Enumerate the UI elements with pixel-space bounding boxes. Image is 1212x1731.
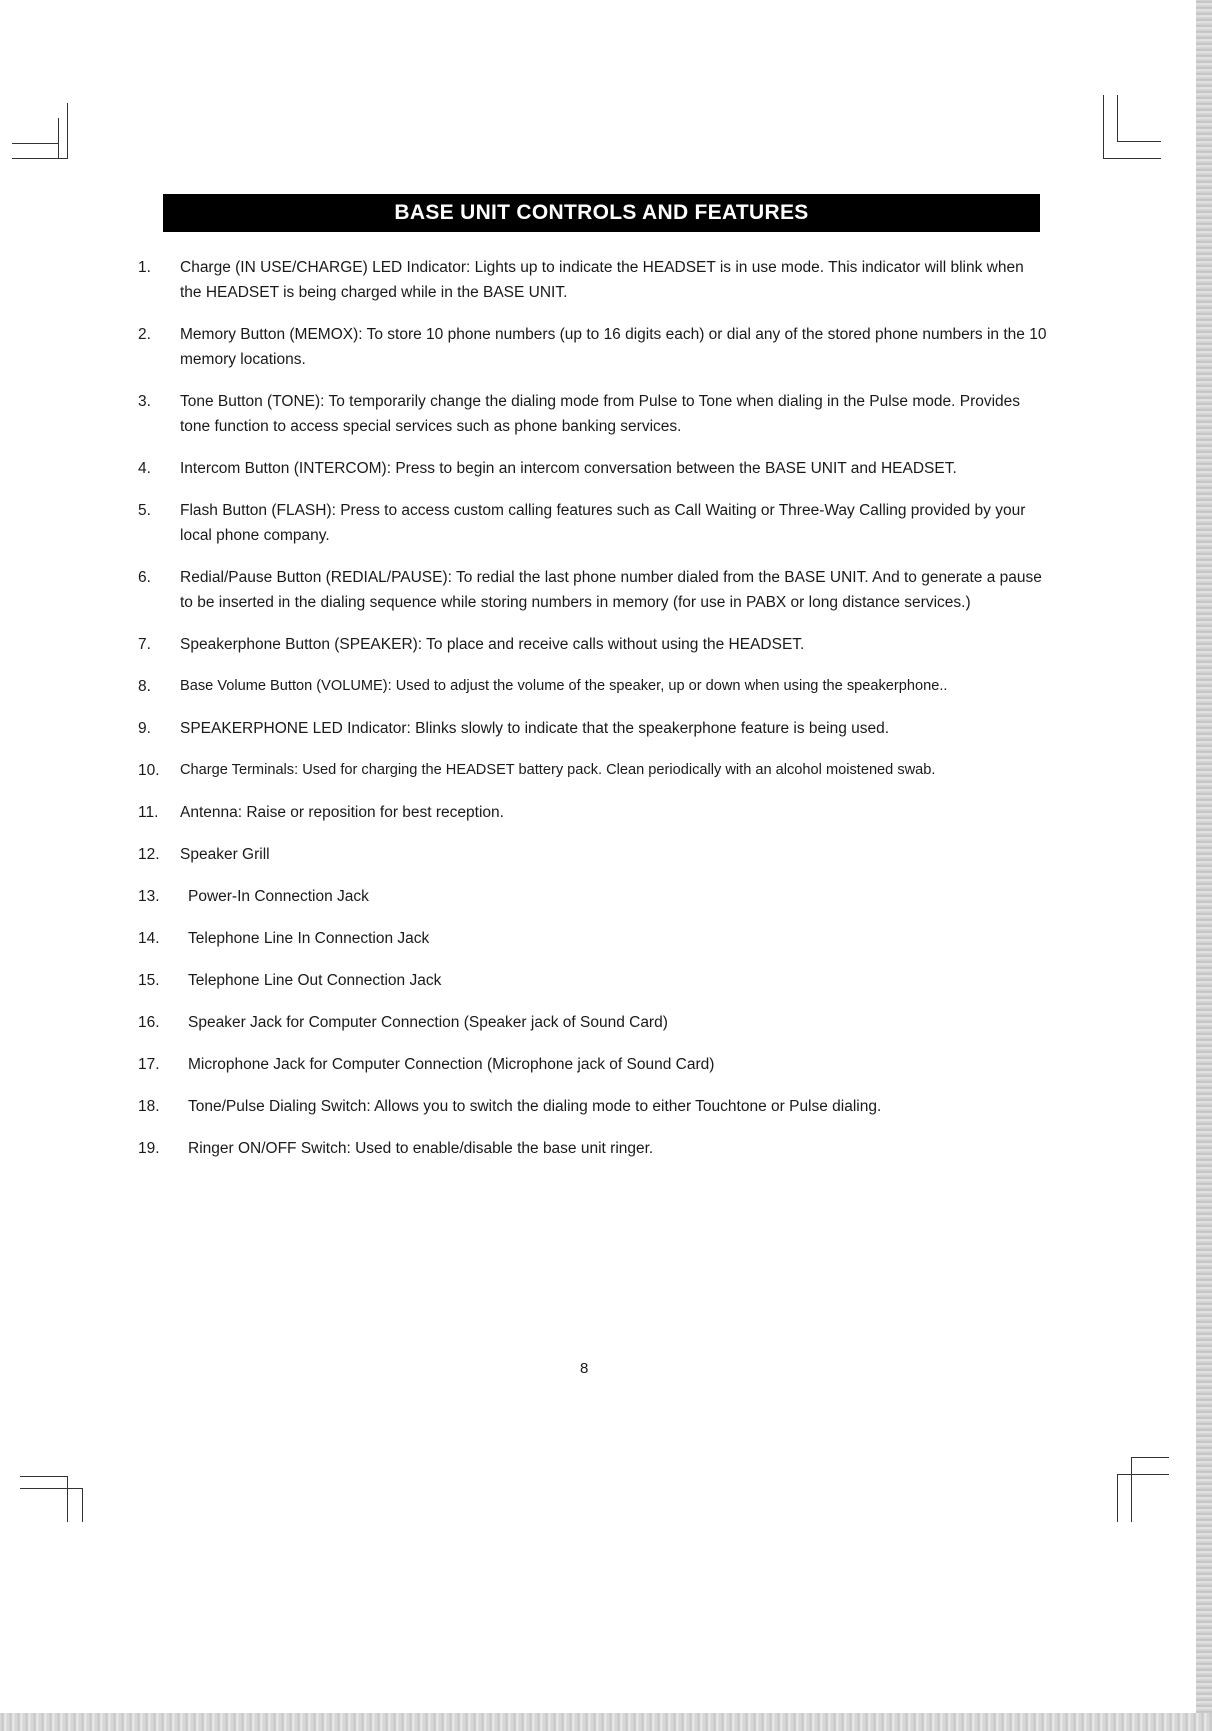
item-number: 5. (138, 502, 151, 519)
list-item (138, 322, 1048, 372)
item-number: 2. (138, 326, 151, 343)
list-item (138, 758, 1048, 783)
list-item (138, 968, 1048, 993)
crop-mark-bottom-left-inner (82, 1488, 83, 1522)
list-item (138, 800, 1048, 825)
item-text: Tone/Pulse Dialing Switch: Allows you to switch the dialing mode to either Touchtone or Pulse dialing. (188, 1098, 882, 1115)
item-number: 15. (138, 972, 160, 989)
crop-mark-bottom-right (1117, 1474, 1118, 1522)
crop-mark-top-left-h2 (12, 143, 58, 144)
item-text: Telephone Line In Connection Jack (188, 930, 430, 947)
item-number: 10. (138, 762, 160, 779)
item-number: 6. (138, 569, 151, 586)
item-text: Ringer ON/OFF Switch: Used to enable/disable the base unit ringer. (188, 1140, 654, 1157)
item-number: 12. (138, 846, 160, 863)
crop-mark-bottom-right-inner (1131, 1457, 1132, 1522)
crop-mark-top-right-h2 (1103, 158, 1161, 159)
list-item (138, 842, 1048, 867)
crop-mark-bottom-left (67, 1476, 68, 1522)
item-number: 8. (138, 678, 151, 695)
list-item (138, 1010, 1048, 1035)
item-text: Intercom Button (INTERCOM): Press to begin an intercom conversation between the BASE UNIT and HEADSET. (180, 460, 957, 477)
item-number: 13. (138, 888, 160, 905)
list-item (138, 389, 1048, 439)
list-item (138, 1052, 1048, 1077)
item-text: Charge Terminals: Used for charging the HEADSET battery pack. Clean periodically with an alcohol moistened swab. (180, 762, 936, 778)
crop-mark-bottom-right-h (1131, 1457, 1169, 1458)
list-item (138, 456, 1048, 481)
item-text: Antenna: Raise or reposition for best reception. (180, 804, 504, 821)
item-number: 7. (138, 636, 151, 653)
item-number: 3. (138, 393, 151, 410)
crop-mark-top-left-inner (58, 118, 59, 159)
item-text: Memory Button (MEMOX): To store 10 phone numbers (up to 16 digits each) or dial any of the stored phone numbers in the 10 memory locations. (180, 326, 1047, 368)
crop-mark-top-right-inner (1117, 95, 1118, 142)
item-number: 1. (138, 259, 151, 276)
list-item (138, 716, 1048, 741)
item-text: SPEAKERPHONE LED Indicator: Blinks slowly to indicate that the speakerphone feature is being used. (180, 720, 890, 737)
item-text: Speakerphone Button (SPEAKER): To place and receive calls without using the HEADSET. (180, 636, 805, 653)
item-text: Microphone Jack for Computer Connection (Microphone jack of Sound Card) (188, 1056, 715, 1073)
page-number: 8 (580, 1360, 589, 1377)
list-item (138, 1136, 1048, 1161)
item-text: Telephone Line Out Connection Jack (188, 972, 442, 989)
crop-mark-top-right-h (1117, 141, 1161, 142)
crop-mark-top-right (1103, 95, 1104, 159)
item-number: 9. (138, 720, 151, 737)
crop-mark-bottom-left-h2 (20, 1488, 82, 1489)
list-item (138, 674, 1048, 699)
crop-mark-top-left-h (12, 158, 68, 159)
item-text: Power-In Connection Jack (188, 888, 369, 905)
item-text: Flash Button (FLASH): Press to access custom calling features such as Call Waiting or Three-Way Calling provided by your local phone company. (180, 502, 1026, 544)
item-text: Redial/Pause Button (REDIAL/PAUSE): To redial the last phone number dialed from the BASE UNIT. And to generate a pause to be inserted in the dialing sequence while storing numbers in memory (for use in PABX or long distance services.) (180, 569, 1042, 611)
section-title: BASE UNIT CONTROLS AND FEATURES (163, 194, 1040, 232)
item-number: 14. (138, 930, 160, 947)
item-number: 17. (138, 1056, 160, 1073)
list-item (138, 926, 1048, 951)
list-item (138, 565, 1048, 615)
item-text: Charge (IN USE/CHARGE) LED Indicator: Lights up to indicate the HEADSET is in use mode. This indicator will blink when the HEADSET is being charged while in the BASE UNIT. (180, 259, 1024, 301)
item-number: 11. (138, 804, 159, 821)
item-number: 18. (138, 1098, 160, 1115)
crop-mark-bottom-left-h (20, 1476, 68, 1477)
scan-edge-bottom (0, 1713, 1212, 1731)
list-item (138, 632, 1048, 657)
item-text: Tone Button (TONE): To temporarily change the dialing mode from Pulse to Tone when dialing in the Pulse mode. Provides tone function to access special services such as phone banking services. (180, 393, 1021, 435)
crop-mark-top-left (67, 103, 68, 159)
item-text: Speaker Grill (180, 846, 270, 863)
list-item (138, 498, 1048, 548)
list-item (138, 255, 1048, 305)
item-number: 19. (138, 1140, 160, 1157)
scan-edge-right (1196, 0, 1212, 1731)
item-number: 16. (138, 1014, 160, 1031)
list-item (138, 884, 1048, 909)
feature-list (138, 255, 1048, 1178)
item-text: Base Volume Button (VOLUME): Used to adjust the volume of the speaker, up or down when using the speakerphone.. (180, 678, 948, 694)
item-number: 4. (138, 460, 151, 477)
crop-mark-bottom-right-h2 (1117, 1474, 1169, 1475)
list-item (138, 1094, 1048, 1119)
item-text: Speaker Jack for Computer Connection (Speaker jack of Sound Card) (188, 1014, 668, 1031)
